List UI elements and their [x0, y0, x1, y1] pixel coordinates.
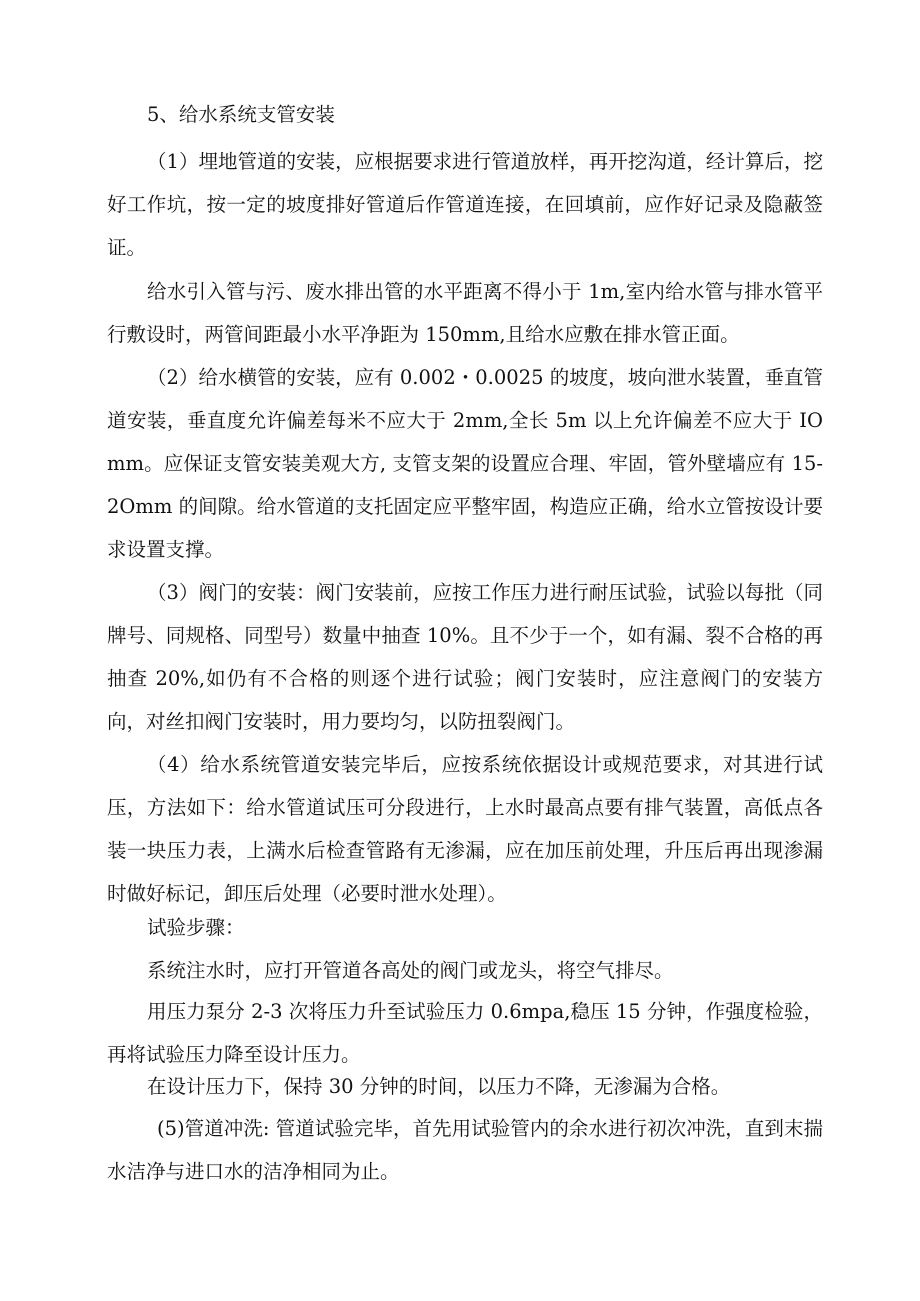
test-step-raise-pressure: 用压力泵分 2-3 次将压力升至试验压力 0.6mpa,稳压 15 分钟，作强度检验，再将试验压力降至设计压力。 [107, 1000, 823, 1066]
test-step-hold-pressure: 在设计压力下，保持 30 分钟的时间，以压力不降，无渗漏为合格。 [147, 1075, 731, 1098]
section-title: 5、给水系统支管安装 [147, 103, 335, 126]
test-step-fill-water: 系统注水时，应打开管道各高处的阀门或龙头，将空气排尽。 [147, 959, 674, 982]
paragraph-pressure-test: （4）给水系统管道安装完毕后，应按系统依据设计或规范要求，对其进行试压，方法如下：给水管道试压可分段进行，上水时最高点要有排气装置，高低点各装一块压力表，上满水后检查管路有无渗漏，应在加压前处理，升压后再出现渗漏时做好标记，卸压后处理（必要时泄水处理）。 [107, 753, 823, 905]
paragraph-inlet-pipe-spacing: 给水引入管与污、废水排出管的水平距离不得小于 1m,室内给水管与排水管平行敷设时，两管间距最小水平净距为 150mm,且给水应敷在排水管正面。 [107, 280, 823, 346]
paragraph-horizontal-pipe: （2）给水横管的安装，应有 0.002・0.0025 的坡度，坡向泄水装置，垂直管道安装，垂直度允许偏差每米不应大于 2mm,全长 5m 以上允许偏差不应大于 IOmm。应保证支管安装美观大方, 支管支架的设置应合理、牢固，管外壁墙应有 15-2Omm 的间隙。给水管道的支托固定应平整牢固，构造应正确，给水立管按设计要求设置支撑。 [107, 366, 823, 561]
test-steps-heading: 试验步骤： [147, 916, 245, 939]
paragraph-valve-install: （3）阀门的安装：阀门安装前，应按工作压力进行耐压试验，试验以每批（同牌号、同规格、同型号）数量中抽查 10%。且不少于一个，如有漏、裂不合格的再抽查 20%,如仍有不合格的则逐个进行试验；阀门安装时，应注意阀门的安装方向，对丝扣阀门安装时，用力要均匀，以防扭裂阀门。 [107, 581, 823, 733]
paragraph-buried-pipe: （1）埋地管道的安装，应根据要求进行管道放样，再开挖沟道，经计算后，挖好工作坑，按一定的坡度排好管道后作管道连接，在回填前，应作好记录及隐蔽签证。 [107, 150, 823, 259]
paragraph-pipe-flushing: (5)管道冲洗: 管道试验完毕，首先用试验管内的余水进行初次冲洗，直到末揣水洁净与进口水的洁净相同为止。 [107, 1117, 823, 1183]
